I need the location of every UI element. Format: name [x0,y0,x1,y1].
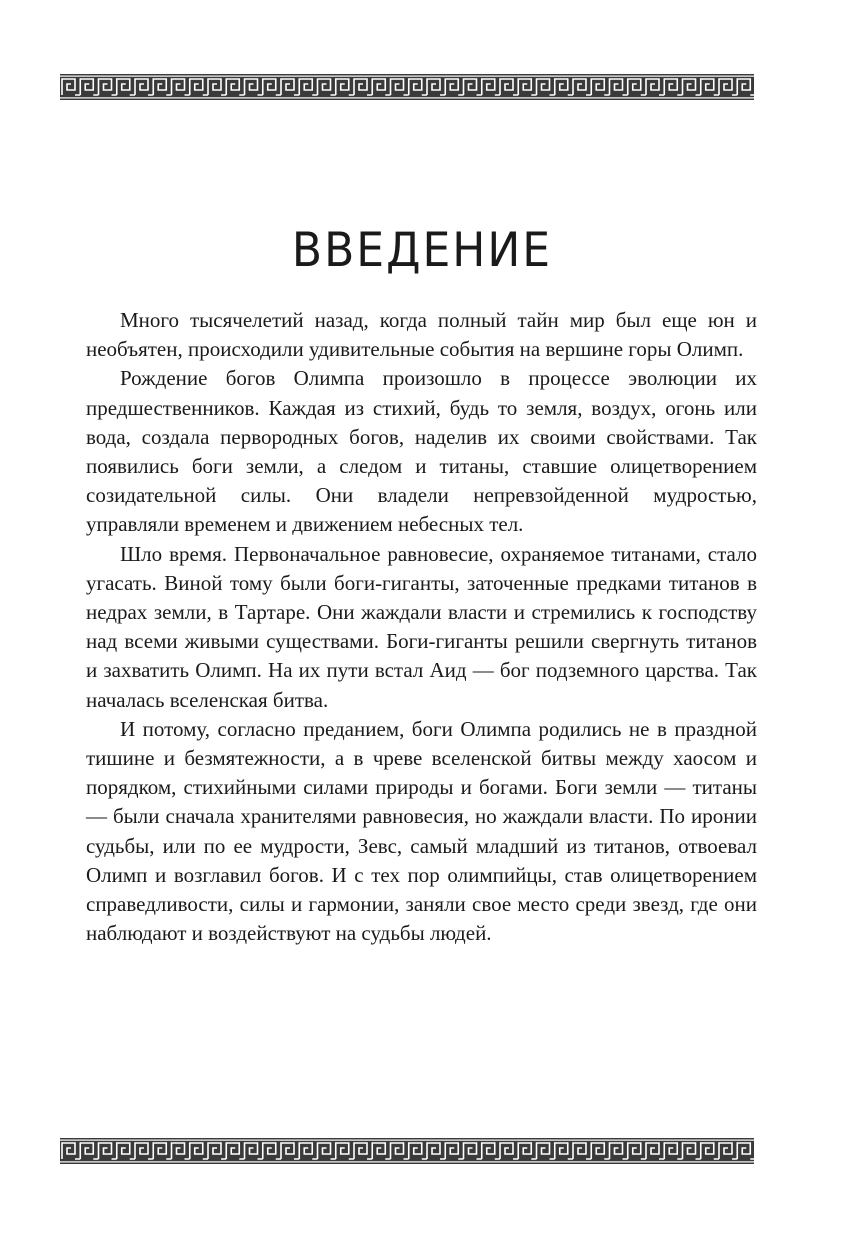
paragraph: Шло время. Первоначальное равновесие, охраняемое титанами, стало угасать. Виной тому были боги-гиганты, заточенные предками титанов в недрах земли, в Тартаре. Они жаждали власти и стремились к господству над всеми живыми существами. Боги-гиганты решили свергнуть титанов и захватить Олимп. На их пути встал Аид — бог подземного царства. Так началась вселенская битва. [86,541,757,712]
greek-meander-border-bottom [60,1138,754,1164]
greek-meander-border-top [60,74,754,100]
paragraph: Много тысячелетий назад, когда полный тайн мир был еще юн и необъятен, происходили удивительные события на вершине горы Олимп. [86,308,757,362]
paragraph: И потому, согласно преданием, боги Олимпа родились не в праздной тишине и безмятежности, а в чреве вселенской битвы между хаосом и порядком, стихийными силами природы и богами. Боги земли — титаны — были сначала хранителями равновесия, но жаждали власти. По иронии судьбы, или по ее мудрости, Зевс, самый младший из титанов, отвоевал Олимп и возглавил богов. И с тех пор олимпийцы, став олицетворением справедливости, силы и гармонии, заняли свое место среди звезд, где они наблюдают и воздействуют на судьбы людей. [86,716,757,946]
body-text [86,306,757,948]
paragraph: Рождение богов Олимпа произошло в процессе эволюции их предшественников. Каждая из стихий, будь то земля, воздух, огонь или вода, создала первородных богов, наделив их своими свойствами. Так появились боги земли, а следом и титаны, ставшие олицетворением созидательной силы. Они владели непревзойденной мудростью, управляли временем и движением небесных тел. [86,366,757,537]
page-title: ВВЕДЕНИЕ [291,222,553,279]
